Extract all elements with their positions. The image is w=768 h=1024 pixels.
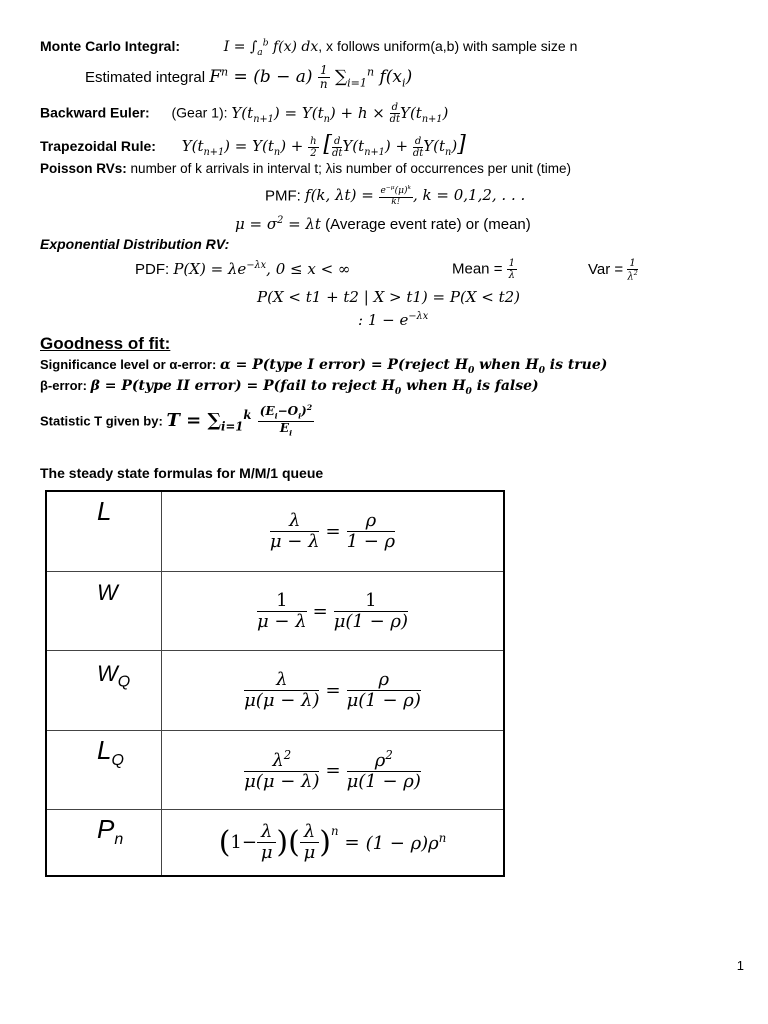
page-number: 1 <box>736 958 744 973</box>
formula-lq: $\frac{\lambda^2}{\mu(\mu - \lambda)}$ = $\frac{\rho^2}{\mu(1 - \rho)}$ <box>244 747 421 792</box>
memoryless-formula: P(X < t1 + t2 | X > t1) = P(X < t2) <box>257 288 521 306</box>
poisson-desc: number of k arrivals in interval t; λis number of occurrences per unit (time) <box>130 161 571 176</box>
goodness-heading: Goodness of fit: <box>40 334 171 353</box>
poisson-pmf-line <box>265 185 525 208</box>
pmf-formula: f(k, λt) = $\frac{e^{-\mu}(\mu)^k}{k!}$ , k = 0,1,2, . . . <box>305 185 526 207</box>
beta-formula: β = P(type II error) = P(fail to reject $H_0$ when $H_0$ is false) <box>90 378 539 397</box>
formula-l: $\frac{\lambda}{\mu - \lambda}$ = $\frac{\rho}{1 - \rho}$ <box>269 510 396 552</box>
alpha-formula: α = P(type I error) = P(reject $H_0$ when $H_0$ is true) <box>219 357 608 376</box>
table-row <box>47 492 503 572</box>
pdf-formula: $P(X) = \lambda e^{-\lambda x}$, 0 ≤ x < ∞ <box>173 260 351 278</box>
estimated-integral-label: Estimated integral <box>85 69 206 87</box>
table-row <box>47 651 503 731</box>
formula-w: $\frac{1}{\mu - \lambda}$ = $\frac{1}{\mu(1 - \rho)}$ <box>256 589 409 632</box>
poisson-mean-formula: $\mu = \sigma^2 = \lambda t$ <box>235 215 321 233</box>
trapezoidal-label: Trapezoidal Rule: <box>40 138 156 154</box>
trapezoidal-line <box>40 132 466 159</box>
statistic-label: Statistic T given by: <box>40 413 163 429</box>
row-symbol-lq: $L_Q$ <box>97 735 124 770</box>
row-symbol-w: W <box>97 580 118 605</box>
alpha-error-line <box>40 357 607 376</box>
beta-label: β-error: <box>40 378 87 393</box>
backward-euler-label: Backward Euler: <box>40 104 150 121</box>
table-row <box>47 810 503 875</box>
statistic-formula: $T = \sum_{i=1}^k$ $\frac{(E_i-O_i)^2}{E_i}$ <box>166 403 313 438</box>
alpha-label: Significance level or α-error: <box>40 357 217 372</box>
formula-wq: $\frac{\lambda}{\mu(\mu - \lambda)}$ = $\frac{\rho}{\mu(1 - \rho)}$ <box>244 669 421 711</box>
monte-carlo-desc: , x follows uniform(a,b) with sample size n <box>318 38 578 54</box>
monte-carlo-label: Monte Carlo Integral: <box>40 38 181 54</box>
exponential-var: Var = $\frac{1}{\lambda^2}$ <box>588 258 638 283</box>
poisson-mean-text: (Average event rate) or (mean) <box>325 216 531 233</box>
poisson-line <box>40 161 571 176</box>
backward-euler-formula: $Y(t_{n+1}) = Y(t_n) + h$ × $\frac{d}{dt}$ $Y(t_{n+1})$ <box>231 102 449 125</box>
cdf-formula: : $1 - e^{-\lambda x}$ <box>358 311 429 329</box>
trapezoidal-formula: $Y(t_{n+1}) = Y(t_n)$ + $\frac{h}{2}$ [ $\frac{d}{dt}$ $Y(t_{n+1})$ + $\frac{d}{dt}$ $Y(t_n)$] <box>181 132 466 159</box>
estimated-integral-line <box>85 64 412 91</box>
backward-euler-note: (Gear 1): <box>171 104 228 121</box>
pdf-label: PDF: <box>135 261 170 278</box>
row-symbol-l: L <box>97 496 112 526</box>
poisson-label: Poisson RVs: <box>40 161 127 176</box>
table-row <box>47 731 503 810</box>
var-label: Var = <box>588 261 624 279</box>
pmf-label: PMF: <box>265 187 301 205</box>
backward-euler-line <box>40 102 448 125</box>
mean-label: Mean = <box>452 260 503 278</box>
exponential-mean: Mean = $\frac{1}{\lambda}$ <box>452 258 515 281</box>
mm1-table <box>45 490 505 877</box>
statistic-line <box>40 404 314 438</box>
row-symbol-pn: $P_n$ <box>97 814 124 849</box>
monte-carlo-integral-formula: $I = \int_a^b$ f(x) dx <box>223 38 319 58</box>
exponential-pdf-line <box>135 260 350 278</box>
beta-error-line <box>40 378 539 397</box>
poisson-mean-line <box>235 215 531 233</box>
monte-carlo-line <box>40 38 577 58</box>
mm1-heading: The steady state formulas for M/M/1 queue <box>40 465 324 481</box>
formula-pn: ( 1− $\frac{\lambda}{\mu}$ )( $\frac{\lambda}{\mu}$ ) $^n$ = $(1 - \rho)\rho^n$ <box>218 821 447 863</box>
exponential-label: Exponential Distribution RV: <box>40 236 230 252</box>
row-symbol-wq: $W_Q$ <box>97 661 131 691</box>
table-row <box>47 572 503 651</box>
estimated-integral-formula: $F^n = (b - a)$ $\frac{1}{n}$ $\sum_{i=1}^n$ $f(x_i)$ <box>209 63 413 92</box>
